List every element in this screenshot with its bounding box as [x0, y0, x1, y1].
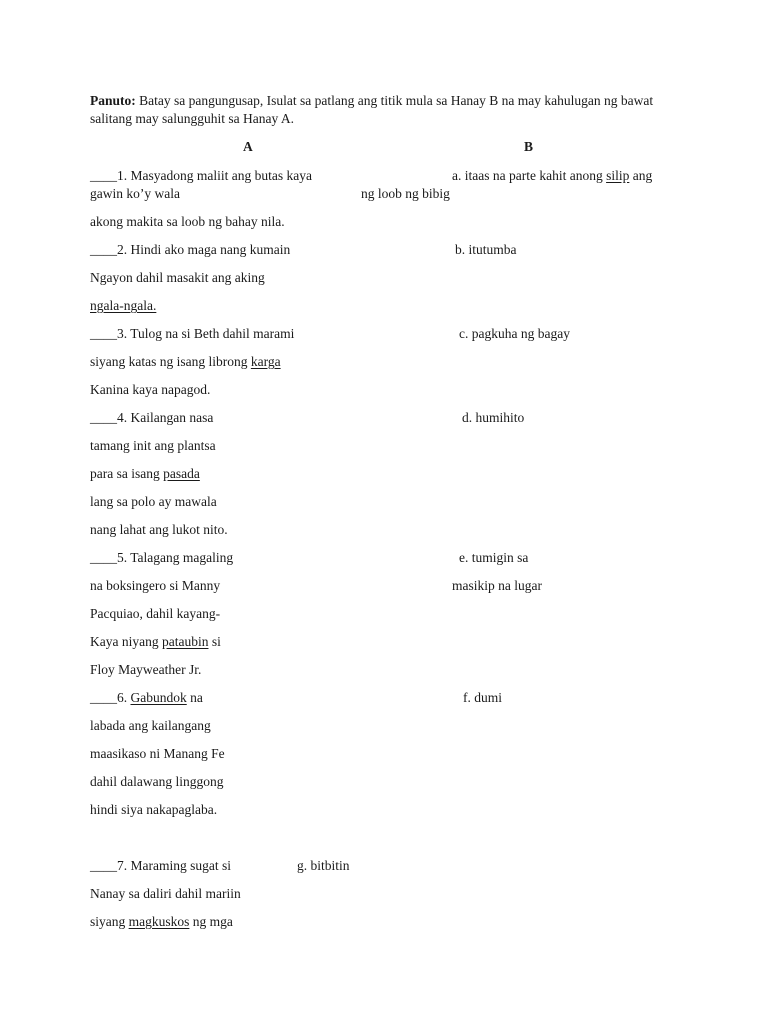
item-5-line-2: na boksingero si Manny	[90, 578, 221, 593]
item-5-text: 5. Talagang magaling	[117, 550, 234, 565]
answer-blank: ____	[90, 858, 117, 873]
item-5-line-3: Pacquiao, dahil kayang-	[90, 606, 221, 621]
item-7-text: 7. Maraming sugat si	[117, 858, 231, 873]
choice-a-text-end: ang	[629, 168, 653, 183]
item-2	[90, 241, 290, 258]
choice-f: f. dumi	[463, 690, 502, 705]
item-5-line-4	[90, 633, 221, 650]
item-4-line-3	[90, 465, 200, 482]
answer-blank: ____	[90, 690, 117, 705]
underlined-word: pataubin	[161, 634, 209, 649]
item-3-line-3: Kanina kaya napagod.	[90, 382, 211, 397]
item-6-line-4: dahil dalawang linggong	[90, 774, 224, 789]
column-header-b: B	[524, 139, 534, 154]
item-4-text-3: para sa isang	[90, 466, 164, 481]
choice-b: b. itutumba	[455, 242, 517, 257]
item-6-line-5: hindi siya nakapaglaba.	[90, 802, 218, 817]
choice-d: d. humihito	[462, 410, 525, 425]
column-header-a: A	[243, 139, 253, 154]
item-7-line-2: Nanay sa daliri dahil mariin	[90, 886, 241, 901]
choice-a	[452, 167, 652, 184]
item-6-line-2: labada ang kailangang	[90, 718, 211, 733]
item-3-text-2: siyang katas ng isang librong	[90, 354, 251, 369]
item-1-line-3: akong makita sa loob ng bahay nila.	[90, 214, 285, 229]
answer-blank: ____	[90, 242, 117, 257]
item-5-line-5: Floy Mayweather Jr.	[90, 662, 202, 677]
answer-blank: ____	[90, 168, 117, 183]
instructions-line-1	[90, 92, 653, 109]
choice-g: g. bitbitin	[297, 858, 350, 873]
choice-e: e. tumigin sa	[459, 550, 529, 565]
item-1-line-2: gawin ko’y wala	[90, 186, 180, 201]
underlined-word: Gabundok	[130, 690, 187, 705]
item-1	[90, 167, 312, 184]
item-7-line-3	[90, 913, 233, 930]
item-5-text-4: Kaya niyang	[90, 634, 162, 649]
item-3-text: 3. Tulog na si Beth dahil marami	[117, 326, 295, 341]
underlined-word: pasada	[163, 466, 200, 481]
answer-blank: ____	[90, 550, 117, 565]
item-6-text: na	[186, 690, 203, 705]
item-5	[90, 549, 233, 566]
underlined-word: karga	[250, 354, 281, 369]
item-4	[90, 409, 213, 426]
item-4-line-2: tamang init ang plantsa	[90, 438, 216, 453]
item-2-line-2: Ngayon dahil masakit ang aking	[90, 270, 265, 285]
item-3	[90, 325, 294, 342]
item-7-text-3: siyang	[90, 914, 129, 929]
item-7-text-3-end: ng mga	[189, 914, 233, 929]
choice-a-text: a. itaas na parte kahit anong	[452, 168, 607, 183]
instructions-line-2: salitang may salungguhit sa Hanay A.	[90, 111, 294, 126]
item-4-line-4: lang sa polo ay mawala	[90, 494, 217, 509]
item-5-text-4-end: si	[208, 634, 221, 649]
choice-a-line-2: ng loob ng bibig	[361, 186, 450, 201]
item-3-line-2	[90, 353, 281, 370]
item-7	[90, 857, 231, 874]
instructions-text: Batay sa pangungusap, Isulat sa patlang ang titik mula sa Hanay B na may kahulugan ng bawat	[139, 93, 654, 108]
item-6-line-3: maasikaso ni Manang Fe	[90, 746, 225, 761]
choice-c: c. pagkuha ng bagay	[459, 326, 570, 341]
item-6	[90, 689, 203, 706]
item-6-number: 6.	[117, 690, 131, 705]
item-4-text: 4. Kailangan nasa	[117, 410, 214, 425]
answer-blank: ____	[90, 326, 117, 341]
item-1-text: 1. Masyadong maliit ang butas kaya	[117, 168, 312, 183]
item-2-underlined-word: ngala-ngala.	[90, 298, 157, 313]
choice-e-line-2: masikip na lugar	[452, 578, 542, 593]
underlined-word: silip	[606, 168, 630, 183]
item-2-text: 2. Hindi ako maga nang kumain	[117, 242, 291, 257]
instructions-label: Panuto:	[90, 93, 136, 108]
underlined-word: magkuskos	[128, 914, 190, 929]
item-4-line-5: nang lahat ang lukot nito.	[90, 522, 228, 537]
answer-blank: ____	[90, 410, 117, 425]
